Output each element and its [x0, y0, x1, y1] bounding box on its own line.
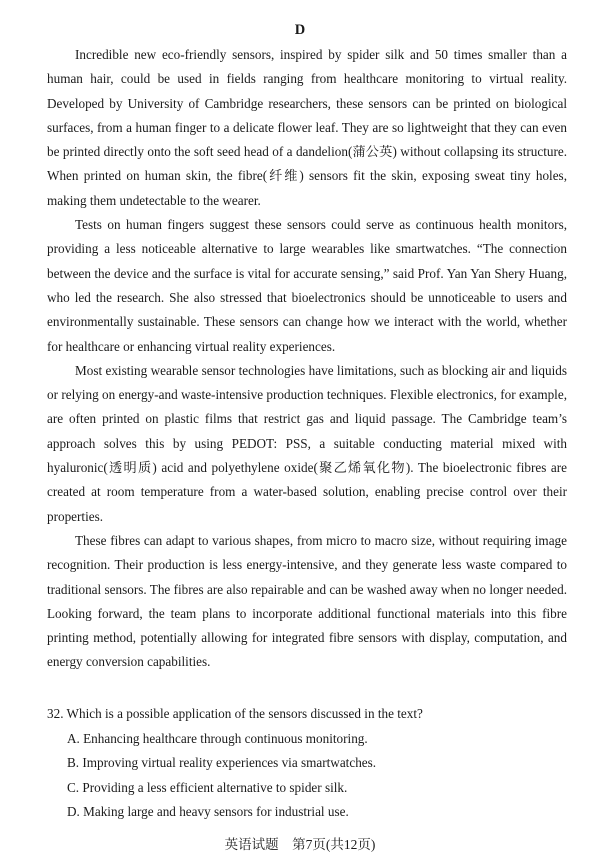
option-a: A. Enhancing healthcare through continuous monitoring. [67, 730, 368, 746]
passage-paragraph-3: Most existing wearable sensor technologies have limitations, such as blocking air and liquids or relying on energy-and waste-intensive production techniques. Flexible electronics, for example, are often printed on plastic films that restrict gas and liquid passage. The Cambridge team’s approach solves this by using PEDOT: PSS, a suitable conducting material mixed with hyaluronic(透明质) acid and polyethylene oxide(聚乙烯氧化物). The bioelectronic fibres are created at room temperature from a water-based solution, enabling precise control over their properties. [47, 362, 567, 524]
page-footer: 英语试题 第7页(共12页) [224, 837, 376, 852]
option-b: B. Improving virtual reality experiences via smartwatches. [67, 755, 377, 770]
reading-passage [47, 43, 567, 675]
option-d: D. Making large and heavy sensors for industrial use. [67, 804, 349, 819]
passage-paragraph-4: These fibres can adapt to various shapes, from micro to macro size, without requiring image recognition. Their production is less energy-intensive, and they generate less waste compared to traditional sensors. The fibres are also repairable and can be washed away when no longer needed. Looking forward, the team plans to incorporate additional functional materials into this fibre printing method, potentially allowing for integrated fibre sensors with display, computation, and energy conversion capabilities. [47, 532, 567, 670]
question-stem: 32. Which is a possible application of the sensors discussed in the text? [47, 706, 423, 721]
passage-paragraph-1: Incredible new eco-friendly sensors, inspired by spider silk and 50 times smaller than a human hair, could be used in fields ranging from healthcare monitoring to virtual reality. Developed by University of Cambridge researchers, these sensors can be printed on biological surfaces, from a human finger to a delicate flower leaf. They are so lightweight that they can even be printed directly onto the soft seed head of a dandelion(蒲公英) without collapsing its structure. When printed on human skin, the fibre(纤维) sensors fit the skin, exposing sweat tiny holes, making them undetectable to the wearer. [47, 47, 567, 208]
passage-paragraph-2: Tests on human fingers suggest these sensors could serve as continuous health monitors, providing a less noticeable alternative to large wearables like smartwatches. “The connection between the device and the surface is vital for accurate sensing,” said Prof. Yan Yan Shery Huang, who led the research. She also stressed that bioelectronics should be unnoticeable to users and environmentally sustainable. These sensors can change how we interact with the world, whether for healthcare or enhancing virtual reality experiences. [47, 217, 567, 354]
question-32 [47, 702, 567, 825]
section-title: D [294, 22, 306, 38]
option-c: C. Providing a less efficient alternative to spider silk. [67, 779, 348, 795]
